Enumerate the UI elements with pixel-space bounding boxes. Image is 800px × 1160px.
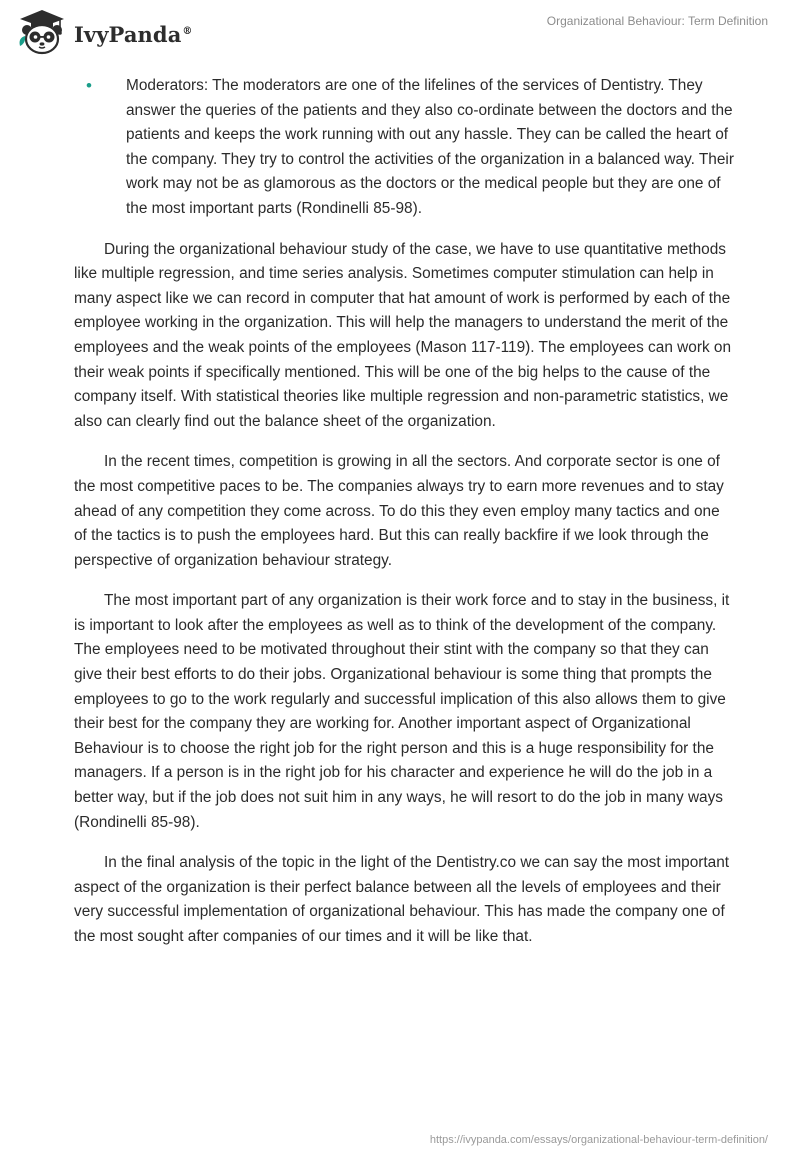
registered-mark: ® xyxy=(182,25,193,37)
paragraph: The most important part of any organization is their work force and to stay in the business, it is important to look after the employees as well as to think of the development of the company. The employees need to be motivated throughout their stint with the company so that they can give their best efforts to do their jobs. Organizational behaviour is some thing that prompts the employees to go to the work regularly and successful implication of this also allows them to give their best for the company they are working for. Another important aspect of Organizational Behaviour is to choose the right job for the right person and this is a huge responsibility for the managers. If a person is in the right job for his character and experience he will do the job in a better way, but if the job does not suit him in any ways, he will resort to do the job in many ways (Rondinelli 85-98). xyxy=(74,592,730,831)
paragraph: In the final analysis of the topic in the light of the Dentistry.co we can say the most important aspect of the organization is their perfect balance between all the levels of employees and their very successful implementation of organizational behaviour. This has made the company one of the most sought after companies of our times and it will be like that. xyxy=(74,854,730,945)
ivypanda-logo[interactable] xyxy=(16,8,193,58)
essay-body xyxy=(74,74,734,966)
document-title: Organizational Behaviour: Term Definition xyxy=(546,14,768,28)
page-header xyxy=(0,0,800,72)
bullet-text: Moderators: The moderators are one of the lifelines of the services of Dentistry. They answer the queries of the patients and they also co-ordinate between the doctors and the patients and keeps the work running with out any hassle. They can be called the heart of the company. They try to control the activities of the organization in a balanced way. Their work may not be as glamorous as the doctors or the medical people but they are one of the most important parts (Rondinelli 85-98). xyxy=(126,77,734,217)
source-url-link[interactable]: https://ivypanda.com/essays/organizational-behaviour-term-definition/ xyxy=(429,1134,768,1146)
paragraph: During the organizational behaviour study of the case, we have to use quantitative methods like multiple regression, and time series analysis. Sometimes computer stimulation can help in many aspect like we can record in computer that hat amount of work is performed by each of the employee working in the organization. This will help the managers to understand the merit of the employees and the weak points of the employees (Mason 117-119). The employees can work on their weak points if specifically mentioned. This will be one of the big helps to the cause of the company itself. With statistical theories like multiple regression and non-parametric statistics, we also can clearly find out the balance sheet of the organization. xyxy=(74,240,732,430)
bullet-dot-icon: • xyxy=(86,76,92,95)
paragraph: In the recent times, competition is growing in all the sectors. And corporate sector is one of the most competitive paces to be. The companies always try to earn more revenues and to stay ahead of any competition they come across. To do this they even employ many tactics and one of the tactics is to push the employees hard. But this can really backfire if we look through the perspective of organization behaviour strategy. xyxy=(74,453,724,569)
panda-graduate-icon xyxy=(16,8,68,58)
list-item xyxy=(74,74,734,222)
brand-name: IvyPanda® xyxy=(74,21,193,47)
